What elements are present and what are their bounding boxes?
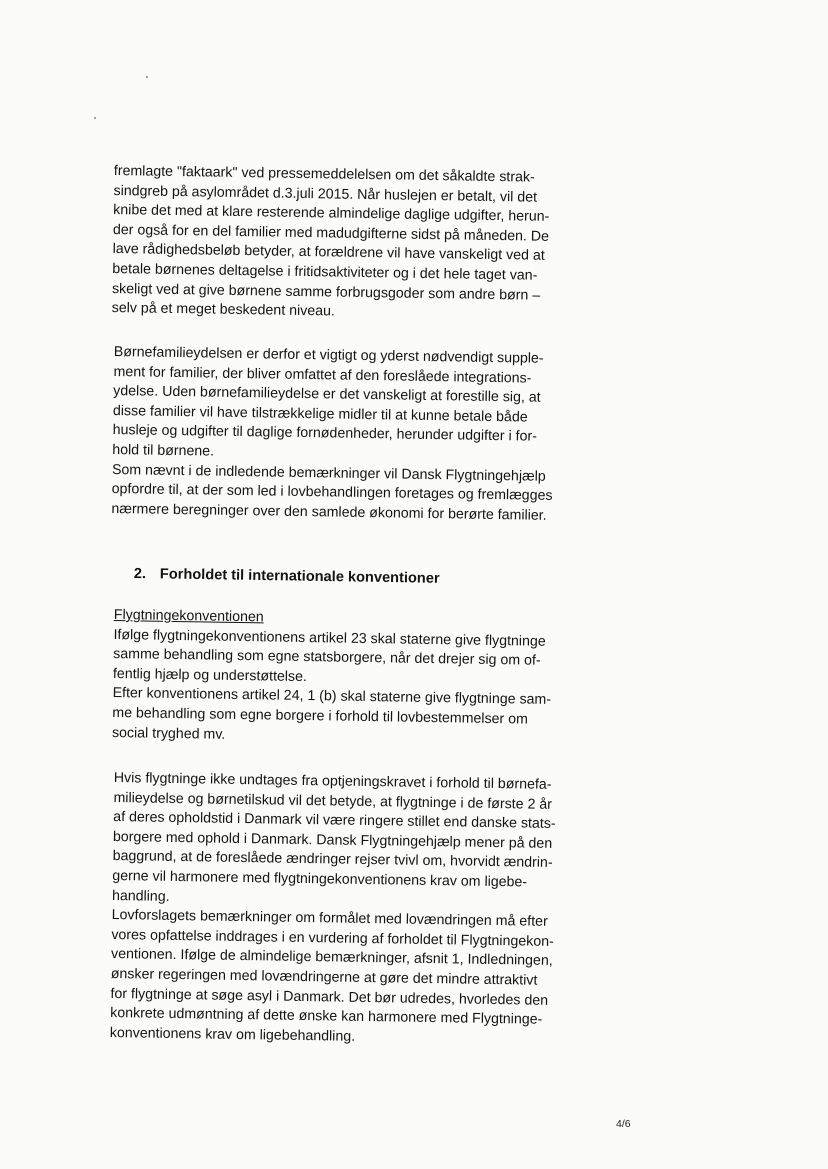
- text-line: der også for en del familier med madudgifterne sidst på måneden. De: [112, 221, 550, 245]
- scan-speck: [146, 76, 148, 78]
- text-line: ventionen. Ifølge de almindelige bemærkninger, afsnit 1, Indledningen,: [110, 946, 553, 970]
- text-line: knibe det med at klare resterende almindelige daglige udgifter, herun-: [113, 202, 550, 226]
- paragraph-child-benefit: [111, 343, 592, 527]
- text-line: disse familier vil have tilstrækkelige midler til at kunne betale både: [112, 402, 528, 426]
- section-title: Forholdet til internationale konventioner: [159, 566, 440, 587]
- text-line: af deres opholdstid i Danmark vil være ringere stillet end danske stats-: [113, 809, 556, 833]
- text-line: ønsker regeringen med lovændringerne at gøre det mindre attraktivt: [110, 965, 538, 989]
- text-line: Som nævnt i de indledende bemærkninger vil Dansk Flygtningehjælp: [111, 461, 546, 485]
- page-number: 4/6: [616, 1118, 631, 1130]
- text-line: nærmere beregninger over den samlede økonomi for berørte familier.: [111, 500, 547, 524]
- text-line: opfordre til, at der som led i lovbehandlingen foretages og fremlægges: [111, 481, 553, 505]
- text-line: ment for familier, der bliver omfattet af den foreslåede integrations-: [113, 363, 532, 387]
- text-line: konkrete udmøntning af dette ønske kan harmonere med Flygtninge-: [110, 1005, 543, 1028]
- paragraph-refugee-convention: [112, 606, 592, 751]
- text-line: social tryghed mv.: [111, 724, 226, 743]
- text-line: borgere med ophold i Danmark. Dansk Flygtningehjælp mener på den: [112, 828, 553, 852]
- text-line: Ifølge flygtningekonventionens artikel 23 skal staterne give flygtninge: [113, 626, 546, 650]
- text-line: Hvis flygtninge ikke undtages fra optjeningskravet i forhold til børnefa-: [113, 769, 552, 793]
- text-line: selv på et meget beskedent niveau.: [111, 300, 336, 320]
- text-line: hold til børnene.: [112, 441, 215, 460]
- text-line: handling.: [111, 887, 170, 905]
- text-line: Børnefamilieydelsen er derfor et vigtigt og yderst nødvendigt supple-: [113, 343, 544, 367]
- text-line: betale børnenes deltagelse i fritidsaktiviteter og i det hele taget van-: [112, 260, 538, 284]
- text-line: husleje og udgifter til daglige fornødenheder, herunder udgifter i for-: [112, 422, 538, 446]
- text-line: vores opfattelse inddrages i en vurdering af forholdet til Flygtningekon-: [111, 926, 554, 950]
- text-line: for flygtninge at søge asyl i Danmark. Det bør udredes, hvorledes den: [110, 985, 549, 1009]
- text-line: samme behandling som egne statsborgere, når det drejer sig om of-: [113, 646, 541, 669]
- paragraph-household-budget: [112, 162, 592, 326]
- text-line: ydelse. Uden børnefamilieydelse er det vanskeligt at forestille sig, at: [113, 383, 541, 406]
- text-line: Lovforslagets bemærkninger om formålet med lovændringen må efter: [111, 907, 548, 930]
- text-line: skeligt ved at give børnene samme forbrugsgoder som andre børn –: [111, 280, 541, 304]
- section-number: 2.: [133, 566, 147, 583]
- scan-speck: [94, 117, 96, 119]
- text-line: baggrund, at de foreslåede ændringer rejser tvivl om, hvorvidt ændrin-: [112, 848, 553, 872]
- paragraph-equal-treatment: [110, 769, 592, 1051]
- text-line: konventionens krav om ligebehandling.: [109, 1024, 356, 1045]
- subheading: Flygtningekonventionen: [113, 606, 264, 626]
- section-heading: [134, 566, 440, 587]
- text-line: fremlagte "faktaark" ved pressemeddelelsen om det såkaldte strak-: [113, 162, 535, 186]
- text-line: sindgreb på asylområdet d.3.juli 2015. Når huslejen er betalt, vil det: [113, 182, 538, 206]
- text-line: milieydelse og børnetilskud vil det betyde, at flygtninge i de første 2 år: [113, 789, 553, 813]
- text-line: Efter konventionens artikel 24, 1 (b) skal staterne give flygtninge sam-: [112, 685, 552, 709]
- text-line: lave rådighedsbeløb betyder, at forældrene vil have vanskeligt ved at: [112, 241, 545, 265]
- text-line: me behandling som egne borgere i forhold til lovbestemmelser om: [112, 704, 529, 728]
- text-line: fentlig hjælp og understøttelse.: [112, 665, 308, 685]
- text-line: gerne vil harmonere med flygtningekonventionens krav om ligebe-: [112, 867, 528, 891]
